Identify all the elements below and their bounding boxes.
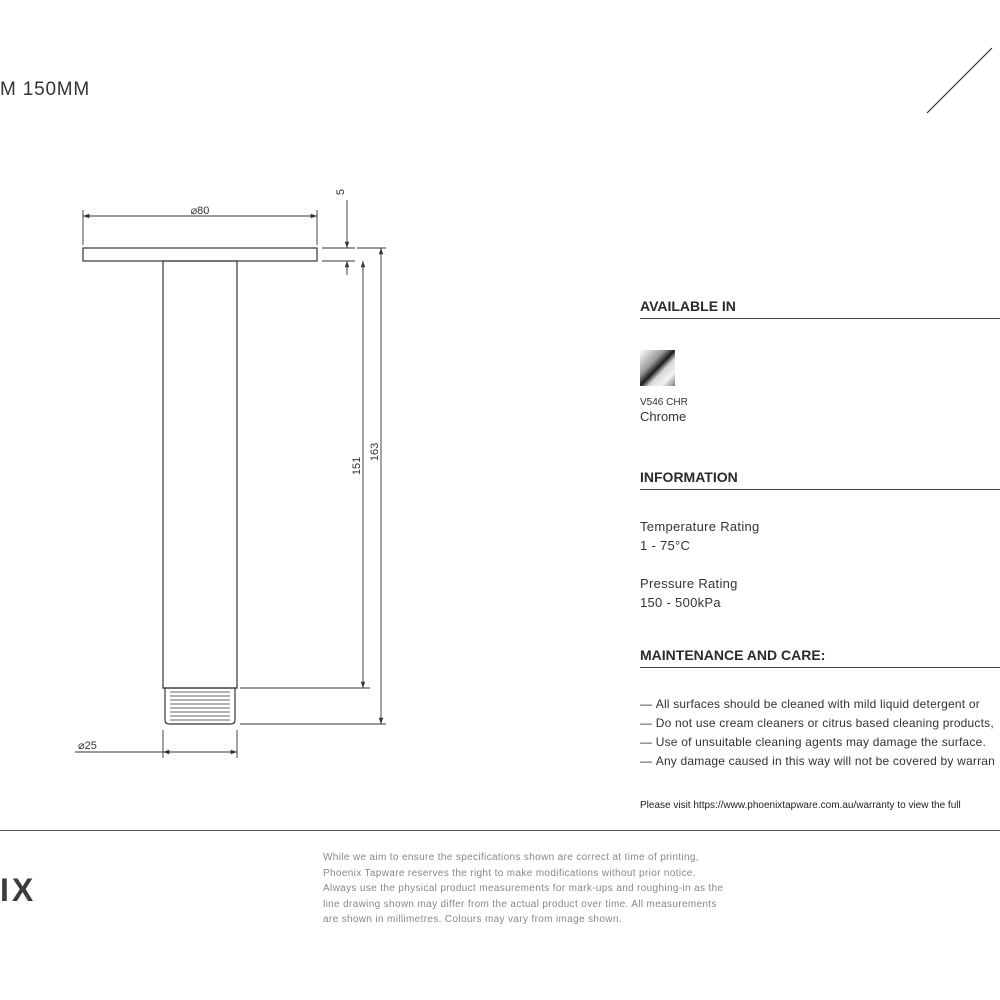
chrome-swatch-icon	[640, 350, 675, 386]
disclaimer-line: Phoenix Tapware reserves the right to make modifications without prior notice.	[323, 867, 696, 879]
pressure-label: Pressure Rating	[640, 576, 738, 591]
threaded-end	[163, 688, 237, 724]
disclaimer-line: Always use the physical product measurements for mark-ups and roughing-in as the	[323, 883, 724, 894]
product-code: V546 CHR	[640, 397, 688, 408]
maintenance-list	[640, 695, 1000, 771]
corner-diagonal	[920, 40, 1000, 120]
temperature-value: 1 - 75°C	[640, 538, 691, 553]
finish-name: Chrome	[640, 409, 687, 424]
dim-arm-length: 151	[351, 456, 363, 476]
brand-logo: IX	[0, 872, 37, 908]
technical-drawing	[0, 0, 600, 800]
list-item: — Any damage caused in this way will not be covered by warran	[640, 752, 1000, 771]
disclaimer-line: line drawing shown may differ from the actual product over time. All measurements	[323, 898, 717, 910]
dim-plate-thickness: 5	[335, 188, 347, 196]
list-item: — Use of unsuitable cleaning agents may damage the surface.	[640, 733, 1000, 752]
list-item: — Do not use cream cleaners or citrus based cleaning products,	[640, 714, 1000, 733]
footer-divider	[0, 830, 1000, 831]
temperature-label: Temperature Rating	[640, 519, 760, 534]
warranty-note: Please visit https://www.phoenixtapware.com.au/warranty to view the full	[640, 800, 961, 811]
maintenance-heading: MAINTENANCE AND CARE:	[640, 647, 1000, 668]
information-heading: INFORMATION	[640, 469, 1000, 490]
dim-arm-diameter: ⌀25	[78, 740, 97, 752]
page-title: M 150MM	[0, 79, 91, 100]
disclaimer	[323, 850, 753, 928]
pressure-value: 150 - 500kPa	[640, 595, 721, 610]
dim-plate-diameter: ⌀80	[190, 205, 210, 217]
disclaimer-line: While we aim to ensure the specifications shown are correct at time of printing,	[323, 852, 699, 863]
mounting-plate	[83, 248, 317, 261]
disclaimer-line: are shown in millimetres. Colours may vary from image shown.	[323, 914, 622, 925]
shower-arm	[163, 261, 237, 688]
available-in-heading: AVAILABLE IN	[640, 298, 1000, 319]
list-item: — All surfaces should be cleaned with mild liquid detergent or	[640, 695, 1000, 714]
dim-total-length: 163	[369, 442, 381, 462]
